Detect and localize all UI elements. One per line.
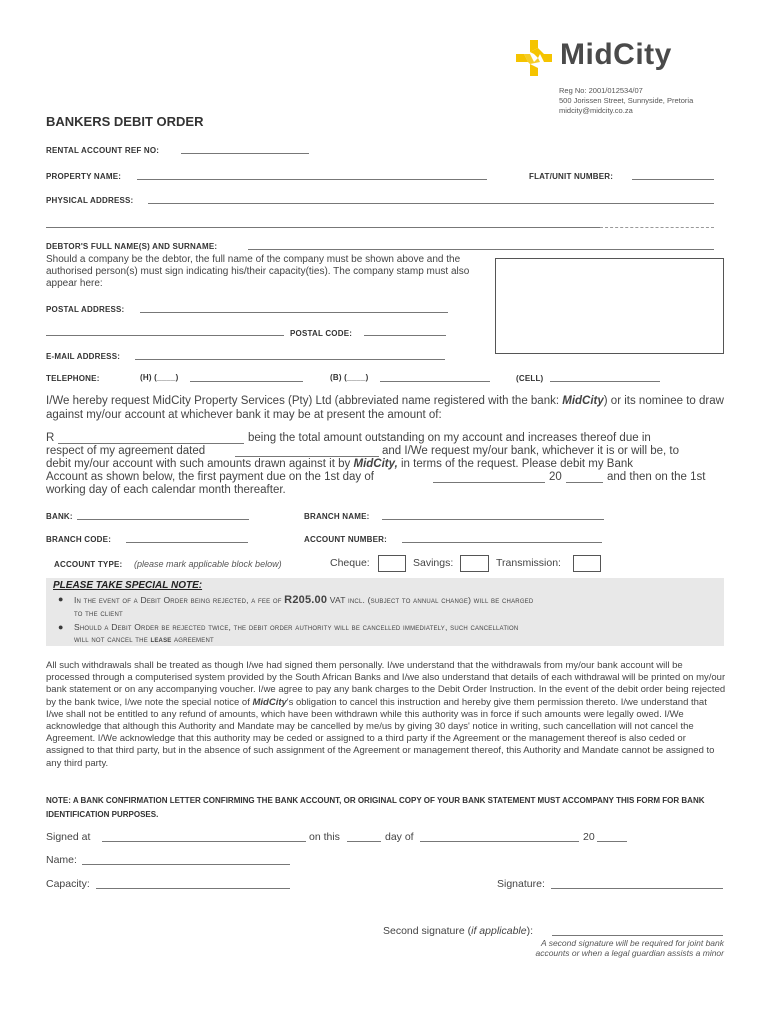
physical-address-label: PHYSICAL ADDRESS: bbox=[46, 196, 134, 205]
terms-paragraph bbox=[46, 660, 726, 770]
email-field[interactable] bbox=[135, 359, 445, 360]
request-paragraph bbox=[46, 394, 726, 422]
signature-label: Signature: bbox=[497, 878, 545, 890]
amount-text-b: respect of my agreement dated bbox=[46, 445, 206, 457]
special-note-title: PLEASE TAKE SPECIAL NOTE: bbox=[53, 580, 203, 591]
year-field[interactable] bbox=[597, 841, 627, 842]
note-bullet-1-cont: to the client bbox=[74, 608, 123, 618]
page-title: BANKERS DEBIT ORDER bbox=[46, 114, 204, 129]
physical-address-field[interactable] bbox=[148, 203, 714, 204]
savings-label: Savings: bbox=[413, 557, 454, 569]
bank-field[interactable] bbox=[77, 519, 249, 520]
terms-text-1: All such withdrawals shall be treated as though I/we had signed them personally. I/we understand that the withdrawals from my/our bank account will be processed through a computerised system provided by the South African Banks and I/we also understand that details of each withdrawal will be printed on my/our bank statement or on any accompanying voucher. I/we agree to pay any bank charges to the Debit Order Instruction. In the event of the debit order being rejected by the bank twice, I/we note the special notice of bbox=[46, 660, 726, 708]
terms-text-2: 's obligation to cancel this instruction and hereby give them permission thereto. I/we understand that I/we shall not be entitled to any refund of amounts, which have been withdrawn while this authority was in force if such amounts were legally owed. I/We acknowledge that although this Authority and Mandate may be cancelled by me/us by giving 30 days' notice in writing, such cancellation will not cancel the Agreement. I/We acknowledge that this authority may be ceded or assigned to a third party if the Agreement or the management thereof is also ceded or assigned to that third party, but in the absence of such assignment of the Agreement or management thereof, this Authority and Mandate cannot be assigned to any third party. bbox=[46, 696, 715, 769]
amount-year-prefix: 20 bbox=[549, 471, 562, 483]
savings-checkbox[interactable] bbox=[460, 555, 489, 572]
amount-text-c: and I/We request my/our bank, whichever it is or will be, to bbox=[382, 445, 680, 457]
postal-code-label: POSTAL CODE: bbox=[290, 329, 353, 338]
note-bullet-1-b: VAT incl. (subject to annual change) will be charged bbox=[327, 595, 534, 605]
property-name-field[interactable] bbox=[137, 179, 487, 180]
rental-ref-label: RENTAL ACCOUNT REF NO: bbox=[46, 146, 160, 155]
amount-text-i: working day of each calendar month thereafter. bbox=[46, 484, 286, 496]
company-note: Should a company be the debtor, the full name of the company must be shown above and the authorised person(s) must sign indicating his/their capacity(ties). The company stamp must also appear here: bbox=[46, 254, 470, 289]
amount-text-d bbox=[46, 458, 633, 470]
note-bullet-1-a: In the event of a Debit Order being rejected, a fee of bbox=[74, 595, 285, 605]
tel-home-field[interactable] bbox=[190, 381, 303, 382]
bullet-2-icon: ● bbox=[58, 622, 64, 632]
rental-ref-field[interactable] bbox=[181, 153, 309, 154]
company-stamp-box[interactable] bbox=[495, 258, 724, 354]
capacity-field[interactable] bbox=[96, 888, 290, 889]
terms-midcity: MidCity bbox=[252, 696, 287, 708]
email-label: E-MAIL ADDRESS: bbox=[46, 352, 121, 361]
capacity-label: Capacity: bbox=[46, 878, 90, 890]
property-name-label: PROPERTY NAME: bbox=[46, 172, 122, 181]
signed-at-field[interactable] bbox=[102, 841, 306, 842]
branch-name-field[interactable] bbox=[382, 519, 604, 520]
bank-confirmation-note: NOTE: A BANK CONFIRMATION LETTER CONFIRMING THE BANK ACCOUNT, OR ORIGINAL COPY OF YOUR BANK STATEMENT MUST ACCOMPANY THIS FORM FOR BANK IDENTIFICATION PURPOSES. bbox=[46, 796, 705, 819]
request-text-a: I/We hereby request MidCity Property Services (Pty) Ltd (abbreviated name registered with the bank: bbox=[46, 395, 563, 407]
midcity-logo-icon bbox=[516, 40, 552, 76]
amount-text-e: in terms of the request. Please debit my Bank bbox=[400, 458, 634, 470]
second-sig-a: Second signature ( bbox=[383, 925, 472, 937]
postal-code-field[interactable] bbox=[364, 335, 446, 336]
flat-unit-field[interactable] bbox=[632, 179, 714, 180]
branch-code-label: BRANCH CODE: bbox=[46, 535, 112, 544]
amount-r: R bbox=[46, 432, 55, 444]
account-number-field[interactable] bbox=[402, 542, 602, 543]
request-midcity: MidCity bbox=[562, 395, 604, 407]
note-bullet-2-cont bbox=[74, 634, 214, 644]
account-type-label: ACCOUNT TYPE: bbox=[54, 560, 123, 569]
amount-text-d1: debit my/our account with such amounts drawn against it by bbox=[46, 458, 351, 470]
physical-address-field-2[interactable] bbox=[46, 227, 600, 228]
signature-field[interactable] bbox=[551, 888, 723, 889]
bank-label: BANK: bbox=[46, 512, 73, 521]
transmission-checkbox[interactable] bbox=[573, 555, 601, 572]
note-bullet-1 bbox=[74, 594, 533, 606]
day-field[interactable] bbox=[347, 841, 381, 842]
physical-address-field-2b[interactable] bbox=[600, 227, 714, 228]
tel-home-label: (H) (____) bbox=[140, 373, 179, 382]
tel-cell-field[interactable] bbox=[550, 381, 660, 382]
note-fee: R205.00 bbox=[284, 594, 328, 606]
logo-wordmark: MidCity bbox=[560, 38, 672, 71]
company-email: midcity@midcity.co.za bbox=[559, 106, 633, 115]
postal-address-field-2[interactable] bbox=[46, 335, 284, 336]
amount-text-h: and then on the 1st bbox=[607, 471, 706, 483]
second-sig-applicable: if applicable bbox=[471, 925, 527, 937]
name-field[interactable] bbox=[82, 864, 290, 865]
postal-address-label: POSTAL ADDRESS: bbox=[46, 305, 125, 314]
tel-cell-label: (CELL) bbox=[516, 374, 544, 383]
flat-unit-label: FLAT/UNIT NUMBER: bbox=[529, 172, 614, 181]
debtor-name-label: DEBTOR'S FULL NAME(S) AND SURNAME: bbox=[46, 242, 218, 251]
second-signature-note-1: A second signature will be required for joint bank bbox=[540, 938, 724, 948]
amount-text-f: Account as shown below, the first payment due on the 1st day of bbox=[46, 471, 374, 483]
name-label: Name: bbox=[46, 854, 77, 866]
note-bullet-2: Should a Debit Order be rejected twice, the debit order authority will be cancelled immediately, such cancellation bbox=[74, 622, 519, 632]
second-sig-b: ): bbox=[526, 925, 534, 937]
request-text-b: ) or its nominee to draw against my/our account at whichever bank it may be at present the amount of: bbox=[46, 395, 724, 421]
account-number-label: ACCOUNT NUMBER: bbox=[304, 535, 387, 544]
note-lease: lease bbox=[150, 634, 172, 644]
second-signature-field[interactable] bbox=[552, 935, 723, 936]
note-bullet-2-c: agreement bbox=[171, 634, 214, 644]
branch-code-field[interactable] bbox=[126, 542, 248, 543]
signed-at-label: Signed at bbox=[46, 831, 91, 843]
midcity-logo bbox=[516, 38, 716, 78]
debtor-name-field[interactable] bbox=[248, 249, 714, 250]
day-of-label: day of bbox=[385, 831, 414, 843]
amount-field[interactable] bbox=[58, 443, 244, 444]
postal-address-field[interactable] bbox=[140, 312, 448, 313]
company-street: 500 Jorissen Street, Sunnyside, Pretoria bbox=[559, 96, 694, 105]
second-signature-note-2: accounts or when a legal guardian assists a minor bbox=[535, 948, 724, 958]
tel-business-label: (B) (____) bbox=[330, 373, 369, 382]
amount-midcity: MidCity, bbox=[353, 458, 398, 470]
second-signature-label bbox=[383, 925, 533, 937]
amount-text-a: being the total amount outstanding on my account and increases thereof due in bbox=[248, 432, 651, 444]
tel-business-field[interactable] bbox=[380, 381, 490, 382]
first-payment-day-field[interactable] bbox=[433, 482, 545, 483]
cheque-label: Cheque: bbox=[330, 557, 370, 569]
bullet-1-icon: ● bbox=[58, 594, 64, 604]
month-field[interactable] bbox=[420, 841, 579, 842]
year-prefix: 20 bbox=[583, 831, 595, 843]
telephone-label: TELEPHONE: bbox=[46, 374, 100, 383]
transmission-label: Transmission: bbox=[496, 557, 561, 569]
account-type-hint: (please mark applicable block below) bbox=[134, 559, 282, 569]
company-reg-no: Reg No: 2001/012534/07 bbox=[559, 86, 643, 95]
branch-name-label: BRANCH NAME: bbox=[304, 512, 370, 521]
cheque-checkbox[interactable] bbox=[378, 555, 406, 572]
note-bullet-2-b: will not cancel the bbox=[74, 634, 151, 644]
first-payment-year-field[interactable] bbox=[566, 482, 603, 483]
agreement-date-field[interactable] bbox=[235, 456, 379, 457]
on-this-label: on this bbox=[309, 831, 340, 843]
